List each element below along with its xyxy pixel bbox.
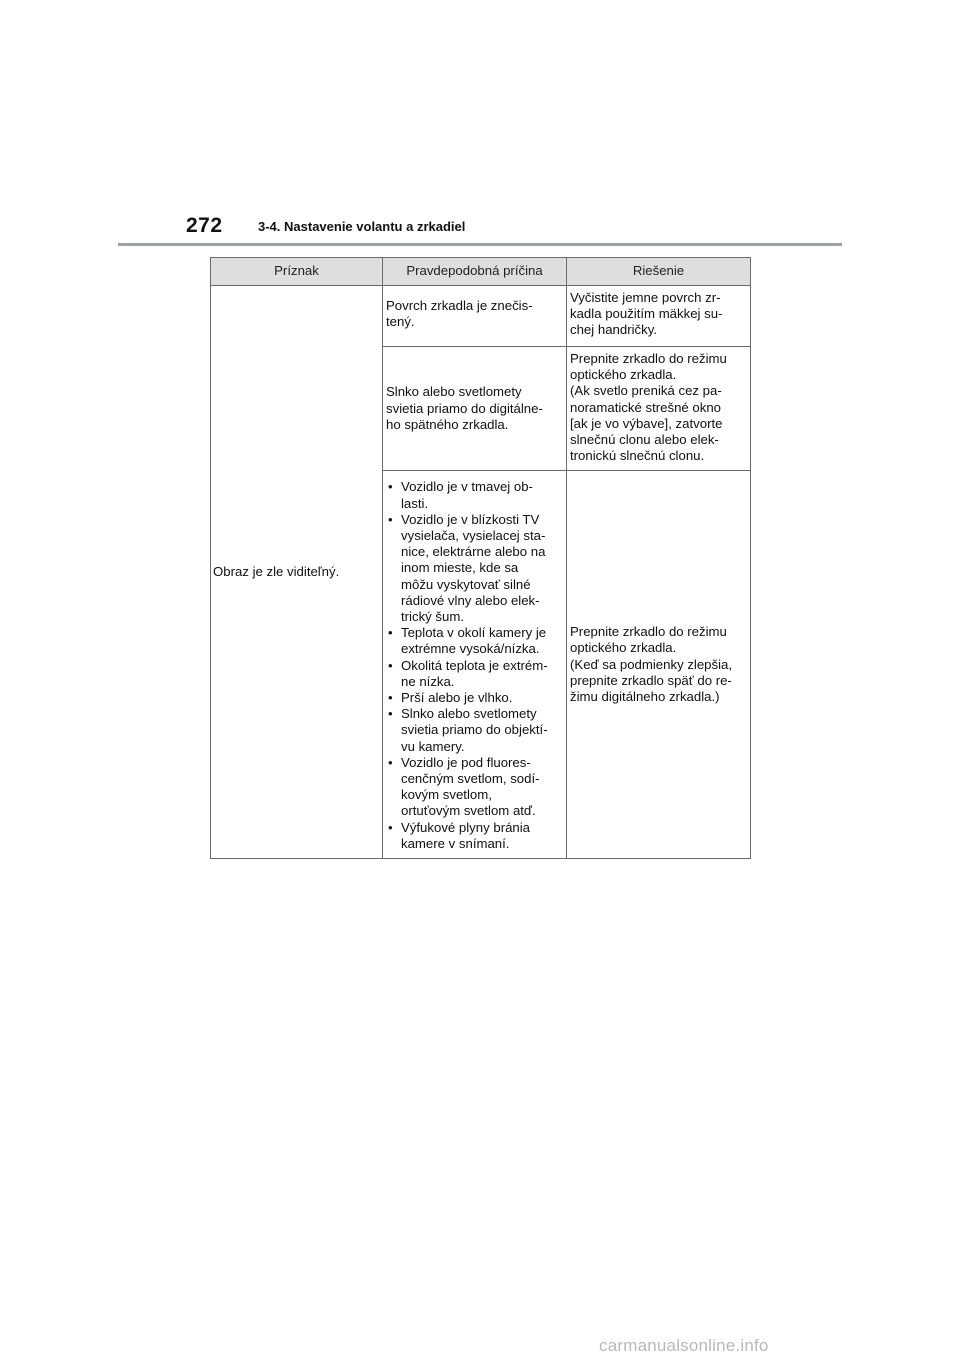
solution-cell: Vyčistite jemne povrch zr- kadla použitím mäkkej su- chej handričky. — [567, 286, 751, 347]
list-item: • Slnko alebo svetlomety svietia priamo do objektí- vu kamery. — [386, 706, 563, 755]
cause-cell: Slnko alebo svetlomety svietia priamo do digitálne- ho spätného zrkadla. — [383, 347, 567, 471]
solution-cell: Prepnite zrkadlo do režimu optického zrkadla. (Ak svetlo preniká cez pa- noramatické strešné okno [ak je vo výbave], zatvorte slnečnú clonu alebo elek- tronickú slnečnú clonu. — [567, 347, 751, 471]
list-item: • Teplota v okolí kamery je extrémne vysoká/nízka. — [386, 625, 563, 657]
section-title: 3-4. Nastavenie volantu a zrkadiel — [258, 219, 466, 234]
list-item: • Vozidlo je v tmavej ob- lasti. — [386, 479, 563, 511]
column-header-solution: Riešenie — [567, 258, 751, 286]
column-header-symptom: Príznak — [211, 258, 383, 286]
cause-cell: Povrch zrkadla je znečis- tený. — [383, 286, 567, 347]
table-row — [211, 286, 751, 347]
list-item: • Vozidlo je pod fluores- cenčným svetlom, sodí- kovým svetlom, ortuťovým svetlom atď. — [386, 755, 563, 820]
column-header-cause: Pravdepodobná príčina — [383, 258, 567, 286]
solution-cell: Prepnite zrkadlo do režimu optického zrkadla. (Keď sa podmienky zlepšia, prepnite zrkadlo späť do re- žimu digitálneho zrkadla.) — [567, 471, 751, 859]
header-rule — [118, 243, 842, 246]
watermark-text: carmanualsonline.info — [599, 1336, 769, 1355]
list-item: • Vozidlo je v blízkosti TV vysielača, vysielacej sta- nice, elektrárne alebo na inom mieste, kde sa môžu vyskytovať silné rádiové vlny alebo elek- trický šum. — [386, 512, 563, 625]
page-number: 272 — [186, 214, 223, 237]
symptom-cell: Obraz je zle viditeľný. — [211, 286, 383, 859]
troubleshooting-table — [210, 257, 751, 859]
table-header-row — [211, 258, 751, 286]
cause-bullet-list — [386, 479, 563, 852]
list-item: • Okolitá teplota je extrém- ne nízka. — [386, 658, 563, 690]
cause-list-cell — [383, 471, 567, 859]
list-item: • Výfukové plyny bránia kamere v snímaní. — [386, 820, 563, 852]
list-item: • Prší alebo je vlhko. — [386, 690, 563, 706]
